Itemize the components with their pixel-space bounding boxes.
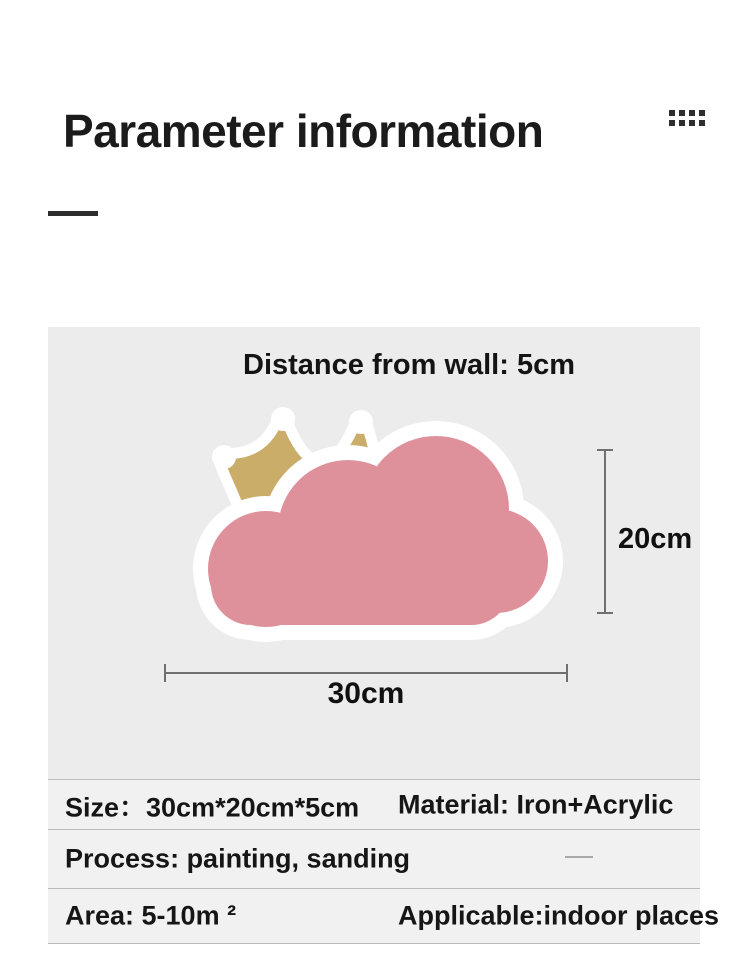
spec-row-process <box>48 830 700 889</box>
decorative-dash <box>565 856 593 858</box>
grid-dot <box>689 120 695 126</box>
grid-dot <box>679 120 685 126</box>
grid-dots-icon <box>669 110 705 126</box>
grid-dot <box>669 120 675 126</box>
spec-size: Size：30cm*20cm*5cm <box>65 792 360 822</box>
cloud-lamp-diagram <box>48 327 700 779</box>
height-dimension-label: 20cm <box>618 523 693 555</box>
width-dimension-label: 30cm <box>327 677 405 710</box>
grid-dot <box>689 110 695 116</box>
page-title: Parameter information <box>63 105 544 157</box>
diagram-panel <box>48 327 700 779</box>
distance-from-wall-label: Distance from wall: 5cm <box>243 349 575 381</box>
spec-process: Process: painting, sanding <box>65 843 411 874</box>
spec-applicable: Applicable:indoor places <box>398 900 720 931</box>
grid-dot <box>699 110 705 116</box>
specs-table <box>48 779 720 944</box>
title-underline-dash <box>48 211 98 216</box>
spec-area: Area: 5-10m ² <box>65 900 237 931</box>
grid-dot <box>669 110 675 116</box>
grid-dot <box>699 120 705 126</box>
height-dimension-line <box>597 450 613 613</box>
spec-row-size-material <box>48 780 700 830</box>
spec-material: Material: Iron+Acrylic <box>398 789 674 819</box>
spec-row-area-applicable <box>48 889 720 944</box>
grid-dot <box>679 110 685 116</box>
